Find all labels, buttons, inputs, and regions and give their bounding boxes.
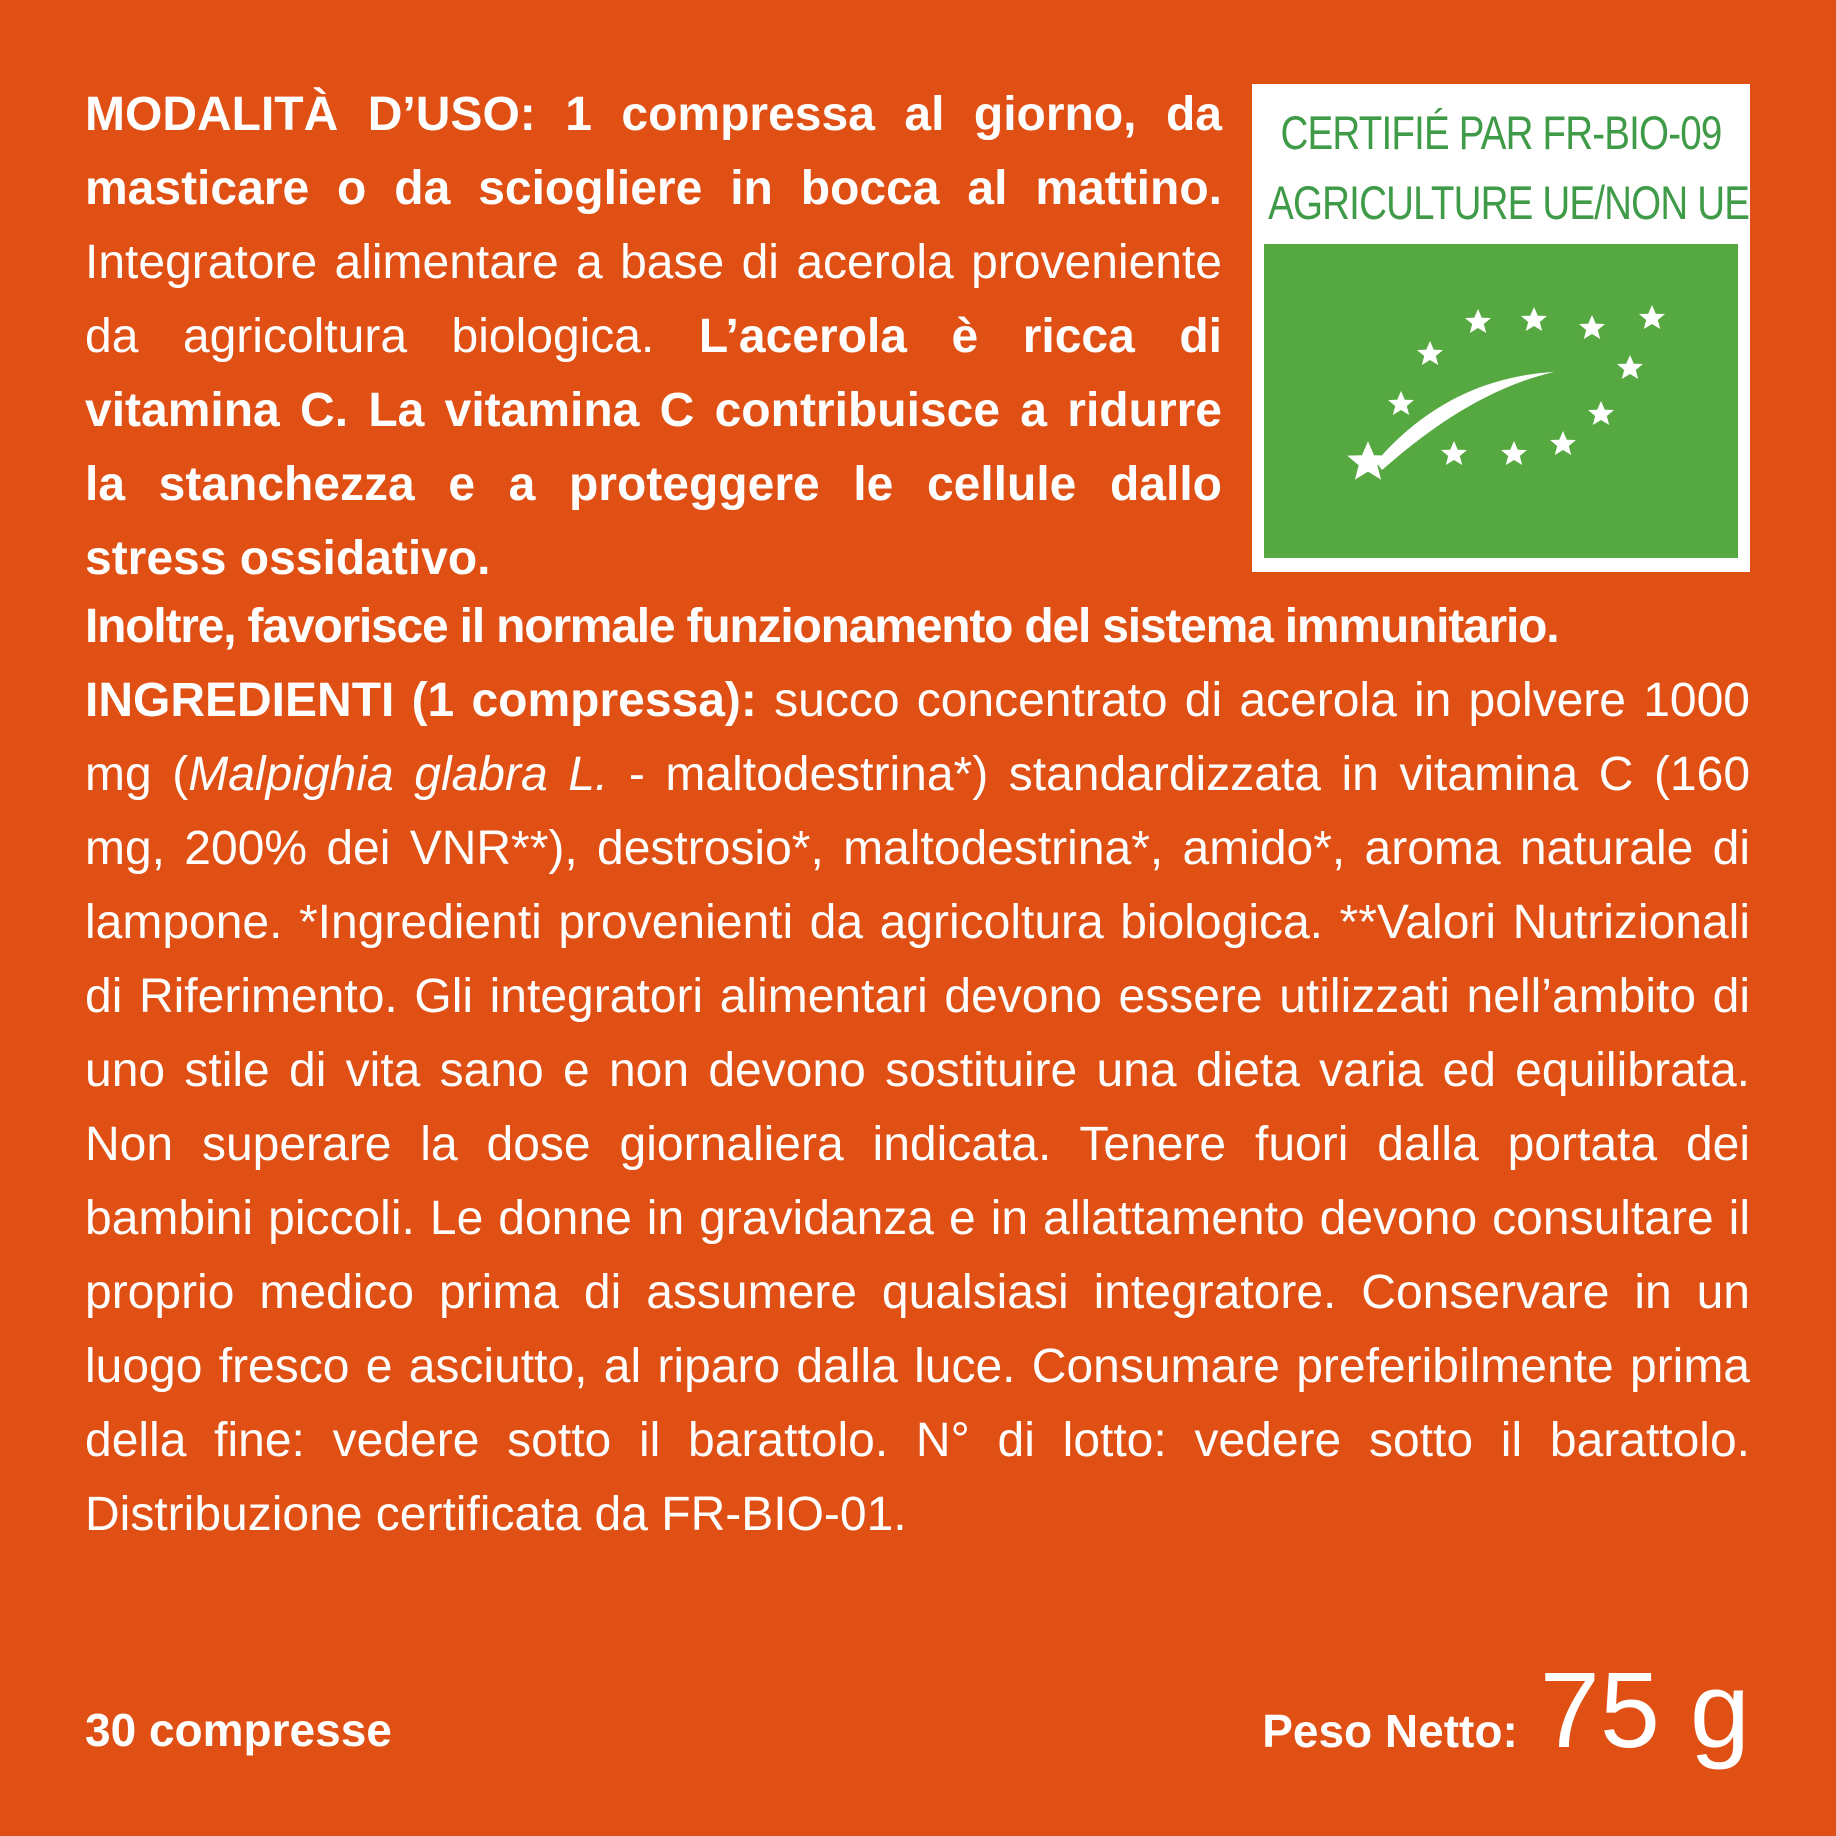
ingredients-text-cont: - maltodestrina*) standardizzata in vitamina C (160 mg, 200% dei VNR**), destrosio*, maltodestrina*, amido*, aroma naturale di lampone. *Ingredienti provenienti da agricoltura biologica. **Valori Nutrizionali di Riferimento. Gli integratori alimentari devono essere utilizzati nell’ambito di uno stile di vita sano e non devono sostituire una dieta varia ed equilibrata. Non superare la dose giornaliera indicata. Tenere fuori dalla portata dei bambini piccoli. Le donne in gravidanza e in allattamento devono consultare il proprio medico prima di assumere qualsiasi integratore. Conservare in un luogo fresco e asciutto, al riparo dalla luce. Consumare preferibilmente prima della fine: vedere sotto il barattolo. N° di lotto: vedere sotto il barattolo. Distribuzione certificata da FR-BIO-01. [85,748,1751,1541]
tablet-count: 30 compresse [85,1704,392,1756]
origin-line: AGRICULTURE UE/NON UE [1268,176,1750,229]
usage-instructions: MODALITÀ D’USO: 1 compressa al giorno, da masticare o da sciogliere in bocca al mattino. [85,88,1222,215]
ingredients-heading: INGREDIENTI (1 compressa): [85,674,757,727]
net-weight [1262,1650,1750,1770]
net-weight-value: 75 g [1539,1649,1750,1770]
usage-description: Integratore alimentare a base di acerola proveniente da agricoltura biologica. [85,236,1222,363]
certifier-line: CERTIFIÉ PAR FR-BIO-09 [1280,106,1722,159]
latin-name: Malpighia glabra L. [188,748,609,801]
usage-paragraph [85,78,1222,596]
ingredients-text: succo concentrato di acerola in polvere 1000 mg ( [85,674,1750,801]
organic-certification-label [1252,84,1750,572]
eu-organic-leaf-icon [1264,244,1738,558]
net-weight-label: Peso Netto: [1262,1705,1518,1757]
immune-claim: Inoltre, favorisce il normale funzionamento del sistema immunitario. [85,600,1559,653]
vitamin-c-claim: L’acerola è ricca di vitamina C. La vitamina C contribuisce a ridurre la stanchezza e a proteggere le cellule dallo stress ossidativo. [85,310,1222,585]
ingredients-paragraph [85,664,1750,1552]
